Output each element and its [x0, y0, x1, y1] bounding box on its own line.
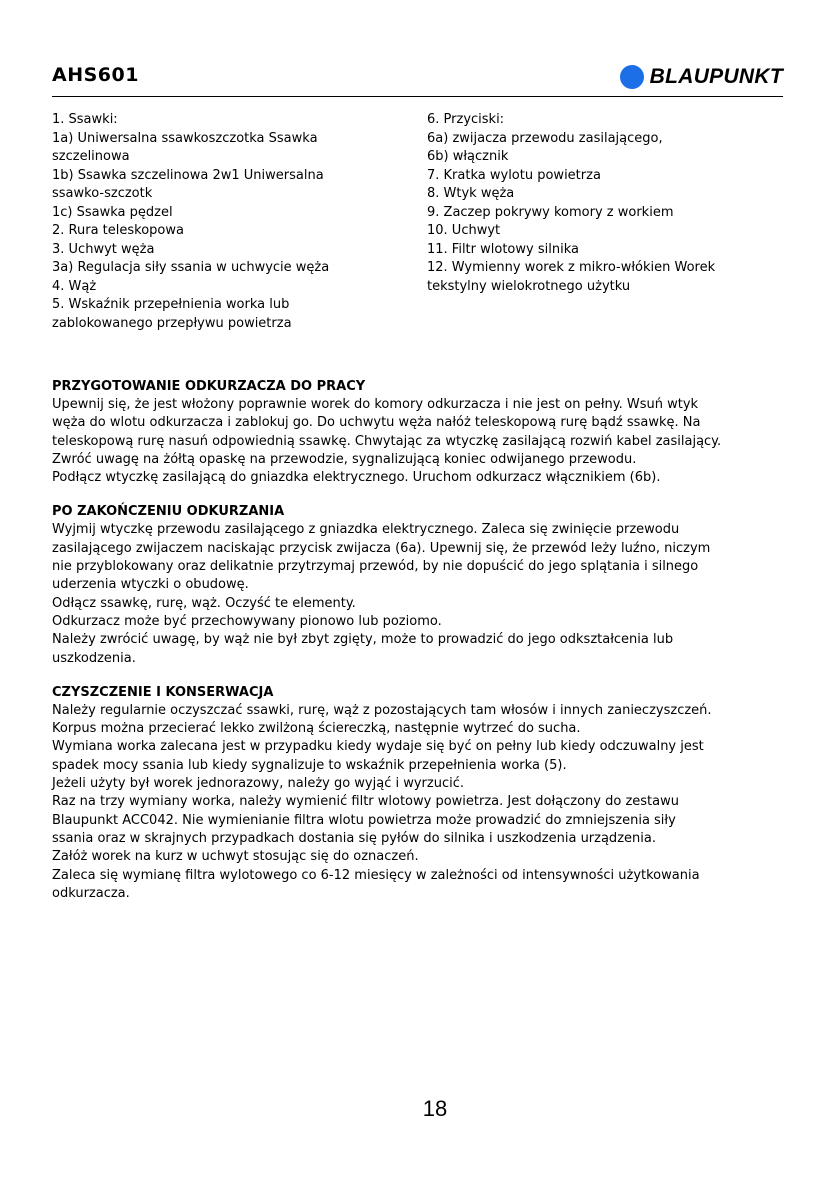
parts-column-right: [427, 111, 812, 296]
parts-line: 1a) Uniwersalna ssawkoszczotka Ssawka: [52, 130, 318, 146]
parts-line: 10. Uchwyt: [427, 223, 501, 238]
instruction-sections: [52, 378, 792, 903]
parts-line: 3. Uchwyt węża: [52, 241, 155, 257]
section-line: zasilającego zwijaczem naciskając przycisk zwijacza (6a). Upewnij się, że przewód leży luźno, niczym: [52, 540, 711, 556]
page-header: [52, 62, 783, 97]
section-title: PRZYGOTOWANIE ODKURZACZA DO PRACY: [52, 379, 366, 394]
section-line: Blaupunkt ACC042. Nie wymienianie filtra wlotu powietrza może prowadzić do zmniejszenia siły: [52, 812, 676, 828]
parts-line: 3a) Regulacja siły ssania w uchwycie węża: [52, 260, 330, 275]
parts-line: 5. Wskaźnik przepełnienia worka lub: [52, 297, 290, 312]
section-line: Jeżeli użyty był worek jednorazowy, należy go wyjąć i wyrzucić.: [52, 776, 465, 792]
section-preparation: [52, 378, 792, 487]
parts-line: 12. Wymienny worek z mikro-włókien Worek: [427, 260, 716, 275]
section-line: nie przyblokowany oraz delikatnie przytrzymaj przewód, by nie dopuścić do jego splątania i silnego: [52, 559, 699, 575]
section-line: Zaleca się wymianę filtra wylotowego co 6-12 miesięcy w zależności od intensywności użytkowania: [52, 867, 700, 883]
section-line: Wymiana worka zalecana jest w przypadku kiedy wydaje się być on pełny lub kiedy odczuwalny jest: [52, 739, 704, 755]
parts-line: szczelinowa: [52, 149, 130, 164]
section-line: spadek mocy ssania lub kiedy sygnalizuje to wskaźnik przepełnienia worka (5).: [52, 757, 567, 773]
section-line: odkurzacza.: [52, 885, 130, 901]
parts-list: [52, 111, 812, 333]
section-line: Podłącz wtyczkę zasilającą do gniazdka elektrycznego. Uruchom odkurzacz włącznikiem (6b).: [52, 470, 661, 486]
parts-line: 4. Wąż: [52, 278, 97, 294]
parts-line: 6. Przyciski:: [427, 112, 505, 127]
model-name: AHS601: [52, 64, 139, 86]
section-line: Upewnij się, że jest włożony poprawnie worek do komory odkurzacza i nie jest on pełny. Wsuń wtyk: [52, 397, 699, 412]
section-title: CZYSZCZENIE I KONSERWACJA: [52, 684, 274, 700]
section-line: Należy regularnie oczyszczać ssawki, rurę, wąż z pozostających tam włosów i innych zanieczyszczeń.: [52, 702, 712, 718]
parts-line: 6b) włącznik: [427, 149, 509, 164]
section-title: PO ZAKOŃCZENIU ODKURZANIA: [52, 504, 285, 520]
brand-name: BLAUPUNKT: [649, 65, 783, 88]
brand-dot-icon: [620, 65, 644, 89]
section-line: Zwróć uwagę na żółtą opaskę na przewodzie, sygnalizującą koniec odwijanego przewodu.: [52, 451, 637, 467]
section-after-use: [52, 503, 792, 667]
parts-line: 7. Kratka wylotu powietrza: [427, 167, 601, 183]
parts-line: 8. Wtyk węża: [427, 186, 515, 201]
parts-line: 2. Rura teleskopowa: [52, 223, 184, 238]
section-line: Załóż worek na kurz w uchwyt stosując się do oznaczeń.: [52, 849, 419, 865]
section-line: Należy zwrócić uwagę, by wąż nie był zbyt zgięty, może to prowadzić do jego odkształcenia lub: [52, 632, 674, 648]
parts-line: 11. Filtr wlotowy silnika: [427, 241, 579, 257]
section-line: Korpus można przecierać lekko zwilżoną ściereczką, następnie wytrzeć do sucha.: [52, 721, 581, 737]
parts-column-left: [52, 111, 427, 333]
section-line: węża do wlotu odkurzacza i zablokuj go. Do uchwytu węża nałóż teleskopową rurę bądź ssawkę. Na: [52, 415, 701, 431]
parts-line: tekstylny wielokrotnego użytku: [427, 278, 631, 294]
section-line: Odkurzacz może być przechowywany pionowo lub poziomo.: [52, 613, 442, 629]
parts-line: ssawko-szczotk: [52, 186, 153, 201]
section-line: teleskopową rurę nasuń odpowiednią ssawkę. Chwytając za wtyczkę zasilającą rozwiń kabel zasilający.: [52, 433, 722, 449]
section-line: Raz na trzy wymiany worka, należy wymienić filtr wlotowy powietrza. Jest dołączony do zestawu: [52, 794, 679, 810]
brand-logo: [620, 65, 783, 89]
parts-line: 1c) Ssawka pędzel: [52, 204, 173, 220]
section-line: ssania oraz w skrajnych przypadkach dostania się pyłów do silnika i uszkodzenia urządzenia.: [52, 830, 656, 846]
parts-line: 9. Zaczep pokrywy komory z workiem: [427, 204, 674, 220]
parts-line: 1b) Ssawka szczelinowa 2w1 Uniwersalna: [52, 167, 324, 183]
section-line: Wyjmij wtyczkę przewodu zasilającego z gniazdka elektrycznego. Zaleca się zwinięcie przewodu: [52, 522, 680, 538]
section-line: Odłącz ssawkę, rurę, wąż. Oczyść te elementy.: [52, 595, 356, 611]
section-line: uszkodzenia.: [52, 650, 136, 666]
page-number: 18: [422, 1096, 448, 1121]
section-line: uderzenia wtyczki o obudowę.: [52, 577, 249, 593]
parts-line: 6a) zwijacza przewodu zasilającego,: [427, 130, 663, 146]
parts-line: zablokowanego przepływu powietrza: [52, 315, 292, 331]
section-maintenance: [52, 684, 792, 903]
parts-line: 1. Ssawki:: [52, 112, 118, 127]
